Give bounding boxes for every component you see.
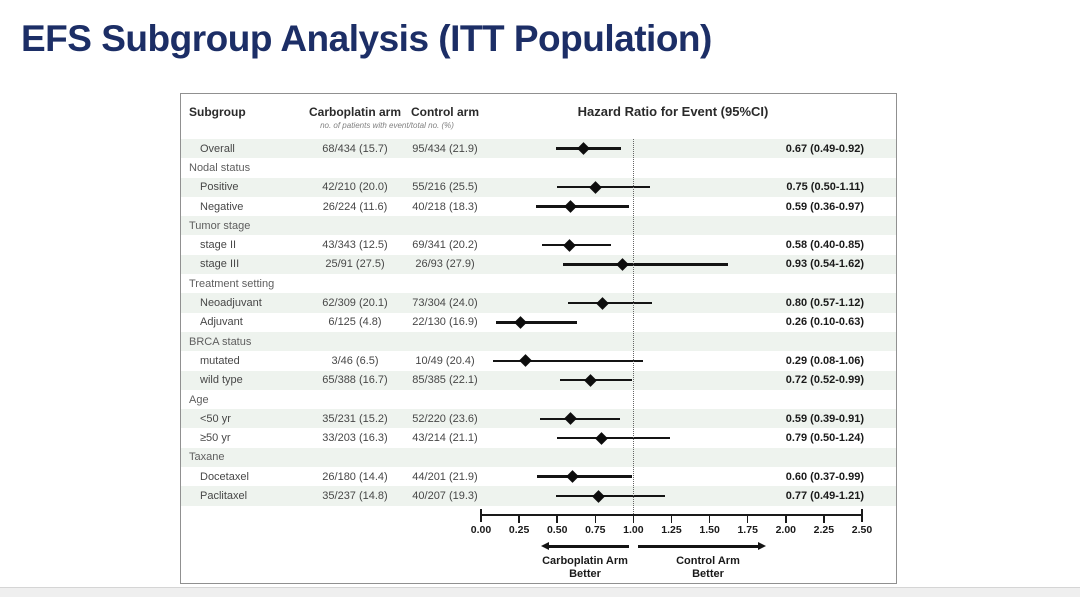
carboplatin-arm-value: 3/46 (6.5) xyxy=(331,354,379,367)
control-arm-value: 40/207 (19.3) xyxy=(412,490,478,503)
carboplatin-arm-value: 62/309 (20.1) xyxy=(322,297,388,310)
x-axis-tick xyxy=(556,516,558,523)
hr-point-marker xyxy=(514,316,527,329)
forest-row xyxy=(181,236,896,255)
hr-value-text: 0.72 (0.52-0.99) xyxy=(785,374,864,387)
carboplatin-better-arrow xyxy=(549,545,629,548)
forest-row xyxy=(181,178,896,197)
row-label: Positive xyxy=(200,181,239,194)
hr-value-text: 0.59 (0.36-0.97) xyxy=(785,200,864,213)
x-axis-tick-label: 0.00 xyxy=(470,524,492,536)
row-label: Age xyxy=(189,393,209,406)
hr-value-text: 0.29 (0.08-1.06) xyxy=(785,354,864,367)
hr-point-marker xyxy=(595,432,608,445)
control-better-label: Control Arm Better xyxy=(676,555,740,580)
forest-row xyxy=(181,429,896,448)
x-axis-tick-label: 0.50 xyxy=(546,524,568,536)
x-axis-tick-label: 2.50 xyxy=(851,524,873,536)
row-label: Docetaxel xyxy=(200,470,249,483)
row-label: Treatment setting xyxy=(189,277,275,290)
row-label: Nodal status xyxy=(189,161,251,174)
row-label: Adjuvant xyxy=(200,316,243,329)
hr-value-text: 0.75 (0.50-1.11) xyxy=(786,181,864,194)
row-label: Negative xyxy=(200,200,244,213)
x-axis-tick xyxy=(633,516,635,523)
control-arm-value: 73/304 (24.0) xyxy=(412,297,478,310)
left-arrowhead-icon xyxy=(541,542,549,550)
x-axis-tick-label: 1.00 xyxy=(623,524,644,536)
row-label: Paclitaxel xyxy=(200,490,248,503)
x-axis-tick xyxy=(518,516,520,523)
forest-row xyxy=(181,197,896,216)
hr-point-marker xyxy=(565,412,578,425)
hr-point-marker xyxy=(577,142,590,155)
x-axis-tick-label: 0.25 xyxy=(508,524,530,536)
carboplatin-arm-value: 65/388 (16.7) xyxy=(322,374,388,387)
reference-line xyxy=(633,139,634,514)
carboplatin-arm-value: 26/180 (14.4) xyxy=(322,470,388,483)
hr-value-text: 0.80 (0.57-1.12) xyxy=(785,297,864,310)
control-arm-value: 52/220 (23.6) xyxy=(412,412,478,425)
ci-line xyxy=(537,475,631,478)
forest-row xyxy=(181,351,896,370)
carboplatin-arm-value: 68/434 (15.7) xyxy=(322,142,388,155)
carboplatin-better-label: Carboplatin Arm Better xyxy=(542,555,628,580)
x-axis-tick xyxy=(595,516,597,523)
ci-line xyxy=(496,321,577,324)
hr-value-text: 0.93 (0.54-1.62) xyxy=(785,258,864,271)
forest-row xyxy=(181,332,896,351)
hr-point-marker xyxy=(597,297,610,310)
control-arm-value: 69/341 (20.2) xyxy=(412,239,478,252)
control-arm-value: 26/93 (27.9) xyxy=(415,258,475,271)
control-arm-value: 40/218 (18.3) xyxy=(412,200,478,213)
forest-row xyxy=(181,139,896,158)
ci-line xyxy=(568,302,652,305)
hr-point-marker xyxy=(519,355,532,368)
hr-value-text: 0.59 (0.39-0.91) xyxy=(785,412,864,425)
x-axis-tick xyxy=(861,509,863,522)
column-header-carboplatin-arm: Carboplatin arm xyxy=(308,105,401,119)
row-label: stage III xyxy=(200,258,240,271)
carboplatin-arm-value: 33/203 (16.3) xyxy=(322,432,388,445)
x-axis-tick xyxy=(785,516,787,523)
x-axis-tick xyxy=(747,516,749,523)
forest-panel xyxy=(180,93,897,584)
hr-value-text: 0.26 (0.10-0.63) xyxy=(785,316,864,329)
control-arm-value: 22/130 (16.9) xyxy=(412,316,478,329)
forest-row xyxy=(181,158,896,177)
slide-footer-band xyxy=(0,587,1080,597)
forest-row xyxy=(181,216,896,235)
ci-line xyxy=(557,437,670,440)
forest-row xyxy=(181,371,896,390)
row-label: Overall xyxy=(200,142,235,155)
x-axis-tick-label: 2.00 xyxy=(775,524,797,536)
ci-line xyxy=(536,205,629,208)
carboplatin-arm-value: 42/210 (20.0) xyxy=(322,181,388,194)
page-title: EFS Subgroup Analysis (ITT Population) xyxy=(21,18,712,59)
row-label: stage II xyxy=(200,239,237,252)
ci-line xyxy=(563,263,728,266)
x-axis-tick xyxy=(671,516,673,523)
row-label: <50 yr xyxy=(200,412,231,425)
column-header-hazard-ratio: Hazard Ratio for Event (95%CI) xyxy=(577,104,769,119)
hr-value-text: 0.60 (0.37-0.99) xyxy=(785,470,864,483)
x-axis-tick-label: 1.25 xyxy=(661,524,682,536)
x-axis-tick-label: 0.75 xyxy=(585,524,606,536)
hr-value-text: 0.58 (0.40-0.85) xyxy=(785,239,864,252)
x-axis-tick xyxy=(480,509,482,522)
column-header-control-arm: Control arm xyxy=(410,105,479,119)
forest-row xyxy=(181,409,896,428)
ci-line xyxy=(542,244,611,247)
row-label: mutated xyxy=(200,354,240,367)
ci-line xyxy=(556,495,666,498)
x-axis-tick-label: 2.25 xyxy=(813,524,835,536)
control-arm-value: 43/214 (21.1) xyxy=(412,432,478,445)
ci-line xyxy=(493,360,642,363)
x-axis-tick-label: 1.50 xyxy=(699,524,720,536)
forest-row xyxy=(181,486,896,505)
ci-line xyxy=(557,186,650,189)
control-arm-value: 95/434 (21.9) xyxy=(412,142,478,155)
ci-line xyxy=(540,418,619,421)
hr-point-marker xyxy=(589,181,602,194)
hr-value-text: 0.67 (0.49-0.92) xyxy=(785,142,864,155)
carboplatin-arm-value: 35/237 (14.8) xyxy=(322,490,388,503)
row-label: wild type xyxy=(200,374,243,387)
forest-row xyxy=(181,274,896,293)
control-arm-value: 85/385 (22.1) xyxy=(412,374,478,387)
x-axis-tick xyxy=(823,516,825,523)
row-label: BRCA status xyxy=(189,335,252,348)
row-label: Taxane xyxy=(189,451,225,464)
forest-row xyxy=(181,293,896,312)
forest-row xyxy=(181,255,896,274)
row-label: Neoadjuvant xyxy=(200,297,262,310)
carboplatin-arm-value: 25/91 (27.5) xyxy=(325,258,385,271)
control-arm-value: 44/201 (21.9) xyxy=(412,470,478,483)
forest-row xyxy=(181,448,896,467)
carboplatin-arm-value: 35/231 (15.2) xyxy=(322,412,388,425)
hr-value-text: 0.79 (0.50-1.24) xyxy=(785,432,864,445)
carboplatin-arm-value: 26/224 (11.6) xyxy=(322,200,388,213)
control-arm-value: 10/49 (20.4) xyxy=(415,354,475,367)
x-axis-tick xyxy=(709,516,711,523)
hr-point-marker xyxy=(592,490,605,503)
carboplatin-arm-value: 6/125 (4.8) xyxy=(328,316,382,329)
x-axis-tick-label: 1.75 xyxy=(737,524,758,536)
hr-point-marker xyxy=(565,200,578,213)
control-better-arrow xyxy=(638,545,758,548)
hr-value-text: 0.77 (0.49-1.21) xyxy=(785,490,864,503)
hr-point-marker xyxy=(566,470,579,483)
carboplatin-arm-value: 43/343 (12.5) xyxy=(322,239,388,252)
row-label: Tumor stage xyxy=(189,219,251,232)
column-subnote: no. of patients with event/total no. (%) xyxy=(320,121,454,130)
forest-row xyxy=(181,313,896,332)
row-label: ≥50 yr xyxy=(200,432,231,445)
hr-point-marker xyxy=(616,258,629,271)
right-arrowhead-icon xyxy=(758,542,766,550)
column-header-subgroup: Subgroup xyxy=(189,105,246,119)
control-arm-value: 55/216 (25.5) xyxy=(412,181,478,194)
hr-point-marker xyxy=(584,374,597,387)
forest-row xyxy=(181,467,896,486)
forest-row xyxy=(181,390,896,409)
hr-point-marker xyxy=(563,239,576,252)
